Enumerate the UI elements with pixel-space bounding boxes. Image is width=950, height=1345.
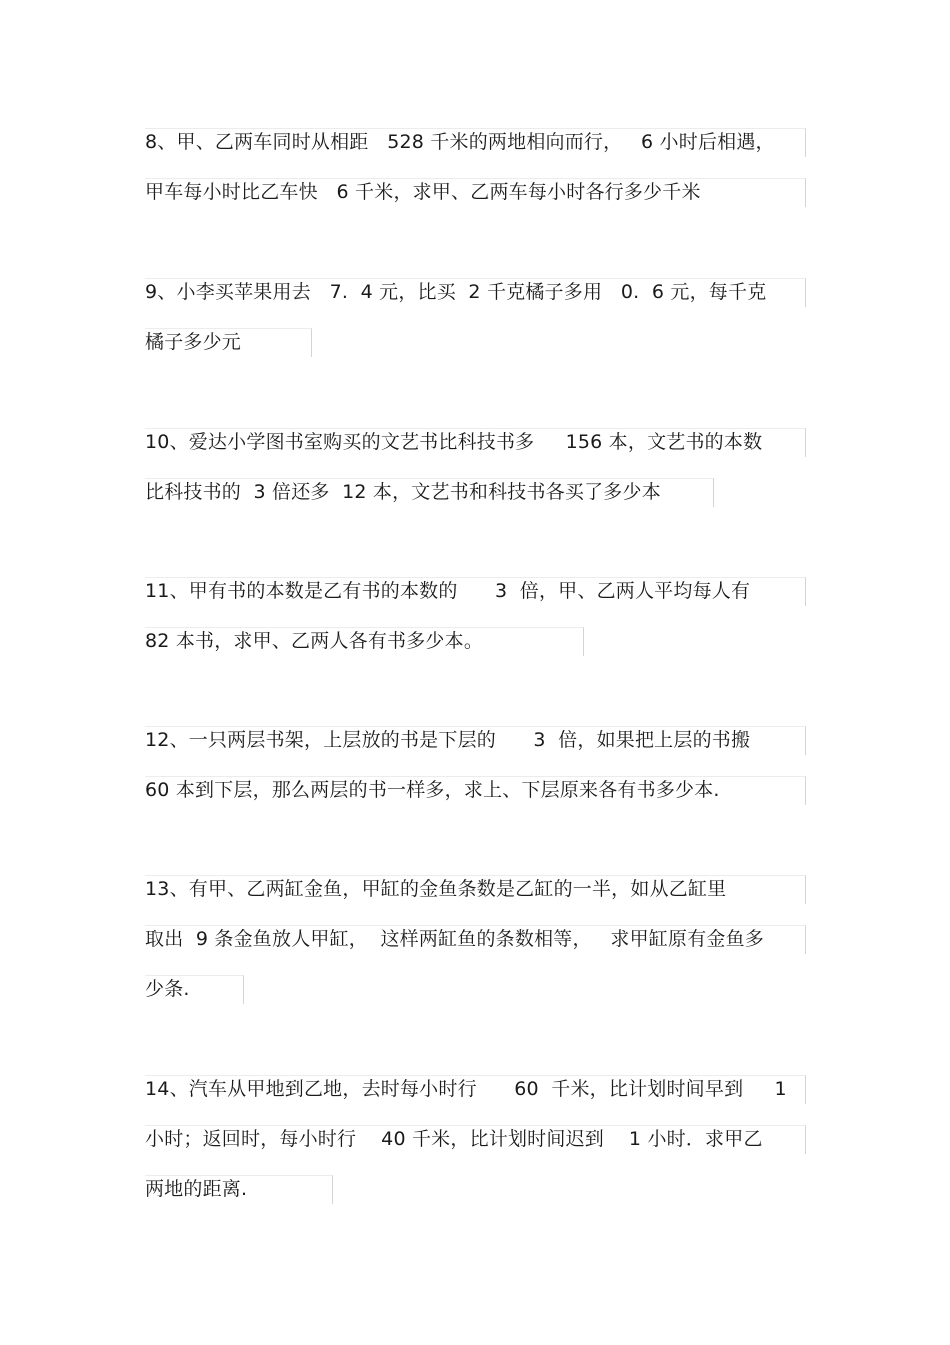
problem-text-line: 12、一只两层书架，上层放的书是下层的 3 倍，如果把上层的书搬 [145,729,751,751]
problem-text-line: 甲车每小时比乙车快 6 千米，求甲、乙两车每小时各行多少千米 [145,181,701,203]
problem-text-line: 60 本到下层，那么两层的书一样多，求上、下层原来各有书多少本. [145,779,720,801]
problem-text-line: 橘子多少元 [145,331,242,353]
problem-text-line: 小时；返回时，每小时行 40 千米，比计划时间迟到 1 小时．求甲乙 [145,1128,763,1150]
problem-text-line: 14、汽车从甲地到乙地，去时每小时行 60 千米，比计划时间早到 1 [145,1078,787,1100]
problem-text-line: 10、爱达小学图书室购买的文艺书比科技书多 156 本，文艺书的本数 [145,431,763,453]
problem-text-line: 两地的距离. [145,1178,248,1200]
problem-text-line: 13、有甲、乙两缸金鱼，甲缸的金鱼条数是乙缸的一半，如从乙缸里 [145,878,727,900]
problem-text-line: 少条. [145,978,190,1000]
problem-text-line: 82 本书，求甲、乙两人各有书多少本。 [145,630,484,652]
problem-text-line: 11、甲有书的本数是乙有书的本数的 3 倍，甲、乙两人平均每人有 [145,580,751,602]
problem-text-line: 8、甲、乙两车同时从相距 528 千米的两地相向而行， 6 小时后相遇， [145,131,775,153]
problem-text-line: 比科技书的 3 倍还多 12 本，文艺书和科技书各买了多少本 [145,481,661,503]
problem-text-line: 取出 9 条金鱼放人甲缸， 这样两缸鱼的条数相等， 求甲缸原有金鱼多 [145,928,765,950]
problem-text-line: 9、小李买苹果用去 7. 4 元，比买 2 千克橘子多用 0. 6 元，每千克 [145,281,767,303]
